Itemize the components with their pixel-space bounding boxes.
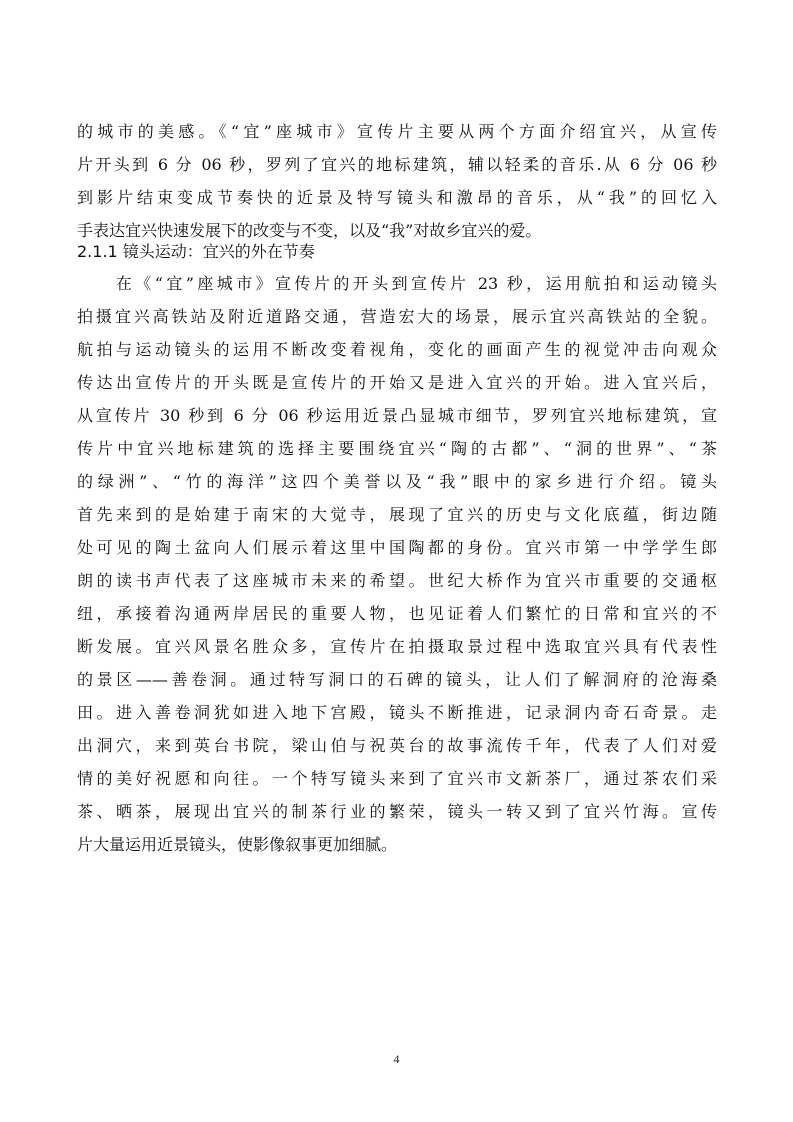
text-line: 出洞穴，来到英台书院，梁山伯与祝英台的故事流传千年，代表了人们对爱 (77, 736, 717, 755)
text-line: 手表达宜兴快速发展下的改变与不变，以及“我”对故乡宜兴的爱。 (77, 221, 542, 240)
body-text (77, 115, 717, 861)
paragraph-camera-movement (77, 267, 717, 861)
text-line: 片大量运用近景镜头，使影像叙事更加细腻。 (77, 835, 398, 854)
text-line: 田。进入善卷洞犹如进入地下宫殿，镜头不断推进，记录洞内奇石奇景。走 (77, 703, 717, 722)
section-heading: 2.1.1 镜头运动：宜兴的外在节奏 (77, 242, 315, 261)
text-line: 在《“宜”座城市》宣传片的开头到宣传片 23 秒，运用航拍和运动镜头 (77, 274, 717, 293)
text-line: 纽，承接着沟通两岸居民的重要人物，也见证着人们繁忙的日常和宜兴的不 (77, 604, 717, 623)
text-line: 处可见的陶土盆向人们展示着这里中国陶都的身份。宜兴市第一中学学生郎 (77, 538, 717, 557)
text-line: 首先来到的是始建于南宋的大觉寺，展现了宜兴的历史与文化底蕴，街边随 (77, 505, 717, 524)
text-line: 的城市的美感。《“宜”座城市》宣传片主要从两个方面介绍宜兴，从宣传 (77, 122, 717, 141)
text-line: 传达出宣传片的开头既是宣传片的开始又是进入宜兴的开始。进入宜兴后， (77, 373, 717, 392)
text-line: 传片中宜兴地标建筑的选择主要围绕宜兴“陶的古都”、“洞的世界”、“茶 (77, 439, 717, 458)
text-line: 茶、晒茶，展现出宜兴的制茶行业的繁荣，镜头一转又到了宜兴竹海。宣传 (77, 802, 717, 821)
text-line: 拍摄宜兴高铁站及附近道路交通，营造宏大的场景，展示宜兴高铁站的全貌。 (77, 307, 717, 326)
text-line: 从宣传片 30 秒到 6 分 06 秒运用近景凸显城市细节，罗列宜兴地标建筑，宣 (77, 406, 717, 425)
paragraph-intro (77, 115, 717, 247)
text-line: 的绿洲”、“竹的海洋”这四个美誉以及“我”眼中的家乡进行介绍。镜头 (77, 472, 717, 491)
text-line: 情的美好祝愿和向往。一个特写镜头来到了宜兴市文新茶厂，通过茶农们采 (77, 769, 717, 788)
text-line: 断发展。宜兴风景名胜众多，宣传片在拍摄取景过程中选取宜兴具有代表性 (77, 637, 717, 656)
page-number: 4 (393, 1052, 400, 1066)
text-line: 航拍与运动镜头的运用不断改变着视角，变化的画面产生的视觉冲击向观众 (77, 340, 717, 359)
text-line: 的景区——善卷洞。通过特写洞口的石碑的镜头，让人们了解洞府的沧海桑 (77, 670, 717, 689)
text-line: 到影片结束变成节奏快的近景及特写镜头和激昂的音乐，从“我”的回忆入 (77, 188, 717, 207)
text-line: 朗的读书声代表了这座城市未来的希望。世纪大桥作为宜兴市重要的交通枢 (77, 571, 717, 590)
text-line: 片开头到 6 分 06 秒，罗列了宜兴的地标建筑，辅以轻柔的音乐.从 6 分 06 秒 (77, 155, 717, 174)
